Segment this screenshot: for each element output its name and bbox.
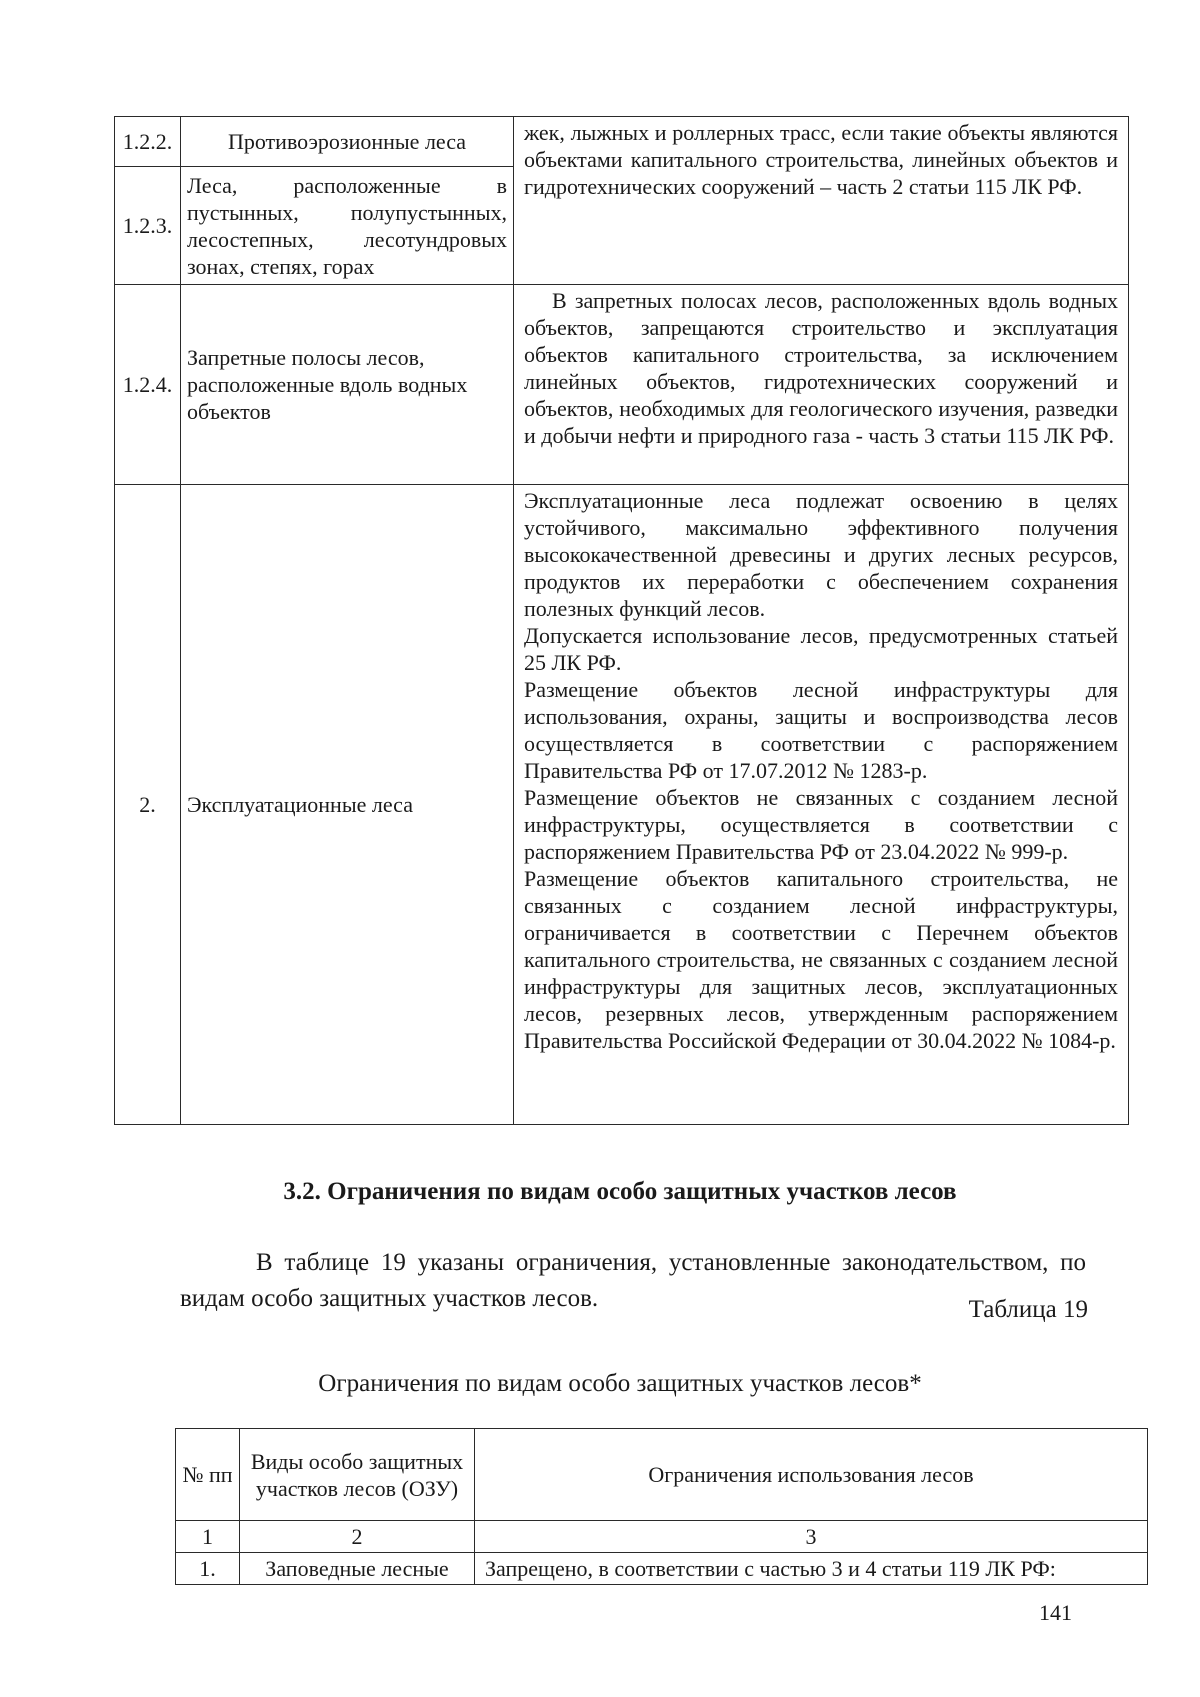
table-label: Таблица 19: [968, 1296, 1088, 1323]
table-row: [176, 1553, 1148, 1585]
header-type: Виды особо защитных участков лесов (ОЗУ): [240, 1429, 475, 1521]
row-number: 1.2.4.: [115, 285, 181, 485]
paragraph: Размещение объектов не связанных с созданием лесной инфраструктуры, осуществляется в соответствии с распоряжением Правительства РФ от 23.04.2022 № 999-р.: [524, 785, 1118, 864]
restriction-text: жек, лыжных и роллерных трасс, если такие объекты являются объектами капитального строительства, линейных объектов и гидротехнических сооружений – часть 2 статьи 115 ЛК РФ.: [514, 117, 1129, 285]
forest-category-name: Эксплуатационные леса: [181, 485, 514, 1125]
paragraph: Эксплуатационные леса подлежат освоению в целях устойчивого, максимально эффективного получения высококачественной древесины и других лесных ресурсов, продуктов их переработки с обеспечением сохранения полезных функций лесов.: [524, 488, 1118, 621]
table-header-row: [176, 1429, 1148, 1521]
row-number: 1.: [176, 1553, 240, 1585]
column-number: 1: [176, 1521, 240, 1553]
row-number: 2.: [115, 485, 181, 1125]
paragraph: Размещение объектов капитального строительства, не связанных с созданием лесной инфраструктуры, ограничивается в соответствии с Перечнем объектов капитального строительства, не связанных с созданием лесной инфраструктуры для защитных лесов, эксплуатационных лесов, резервных лесов, утвержденным распоряжением Правительства Российской Федерации от 30.04.2022 № 1084-р.: [524, 866, 1118, 1053]
table-caption: Ограничения по видам особо защитных участков лесов*: [318, 1370, 922, 1397]
forest-categories-table: [114, 116, 1129, 1125]
table-row: [115, 285, 1129, 485]
restriction-text: В запретных полосах лесов, расположенных вдоль водных объектов, запрещаются строительство и эксплуатация объектов капитального строительства, за исключением линейных объектов, гидротехнических сооружений и объектов, необходимых для геологического изучения, разведки и добычи нефти и природного газа - часть 3 статьи 115 ЛК РФ.: [514, 285, 1129, 485]
intro-paragraph: В таблице 19 указаны ограничения, установленные законодательством, по видам особо защитных участков лесов.: [180, 1249, 1086, 1312]
restriction-text: Запрещено, в соответствии с частью 3 и 4 статьи 119 ЛК РФ:: [475, 1553, 1148, 1585]
column-number: 3: [475, 1521, 1148, 1553]
column-numbers-row: [176, 1521, 1148, 1553]
area-type: Заповедные лесные: [240, 1553, 475, 1585]
protective-areas-table: [175, 1428, 1148, 1585]
header-restrictions: Ограничения использования лесов: [475, 1429, 1148, 1521]
table-row: [115, 117, 1129, 167]
restriction-text: [514, 485, 1129, 1125]
row-number: 1.2.2.: [115, 117, 181, 167]
table-row: [115, 485, 1129, 1125]
forest-category-name: Леса, расположенные в пустынных, полупустынных, лесостепных, лесотундровых зонах, степях, горах: [181, 167, 514, 285]
forest-category-name: Противоэрозионные леса: [181, 117, 514, 167]
header-number: № пп: [176, 1429, 240, 1521]
paragraph: Допускается использование лесов, предусмотренных статьей 25 ЛК РФ.: [524, 623, 1118, 675]
paragraph: Размещение объектов лесной инфраструктуры для использования, охраны, защиты и воспроизводства лесов осуществляется в соответствии с распоряжением Правительства РФ от 17.07.2012 № 1283-р.: [524, 677, 1118, 783]
page-number: 141: [1039, 1600, 1072, 1625]
row-number: 1.2.3.: [115, 167, 181, 285]
forest-category-name: Запретные полосы лесов, расположенные вдоль водных объектов: [181, 285, 514, 485]
section-title: 3.2. Ограничения по видам особо защитных участков лесов: [283, 1178, 957, 1205]
column-number: 2: [240, 1521, 475, 1553]
